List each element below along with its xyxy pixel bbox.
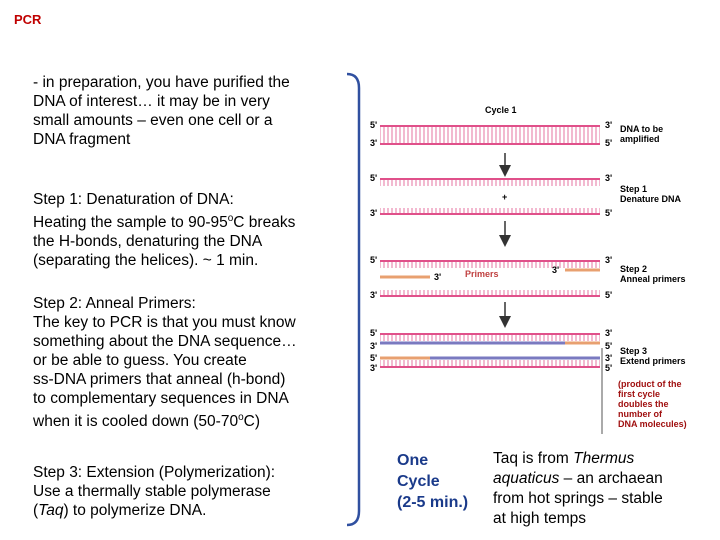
five-prime-label: 5' xyxy=(370,120,378,130)
three-prime-label: 3' xyxy=(552,265,560,275)
intro-paragraph xyxy=(33,73,348,149)
step2-heading: Step 2: Anneal Primers: xyxy=(33,295,196,312)
step2-line: The key to PCR is that you must know xyxy=(33,314,296,331)
five-prime-label: 5' xyxy=(370,353,378,363)
step1-paragraph xyxy=(33,190,348,270)
taq-line: from hot springs – stable xyxy=(493,490,663,507)
dna-double-strand xyxy=(380,126,600,144)
step3-heading: Step 3: Extension (Polymerization): xyxy=(33,464,276,481)
three-prime-label: 3' xyxy=(605,120,613,130)
five-prime-label: 5' xyxy=(605,208,613,218)
intro-line: DNA fragment xyxy=(33,131,131,148)
taq-line: at high temps xyxy=(493,510,587,527)
cycle-label: Cycle 1 xyxy=(485,105,517,115)
step1-line: Heating the sample to 90-95$^o$C breaks xyxy=(33,213,296,232)
primers-label: Primers xyxy=(465,269,499,279)
step1-heading: Step 1: Denaturation of DNA: xyxy=(33,191,234,208)
step2-line: to complementary sequences in DNA xyxy=(33,390,289,407)
plus-sign: + xyxy=(502,192,508,202)
product-note: (product of the first cycle doubles the number of DNA molecules) xyxy=(618,379,687,429)
step2-paragraph xyxy=(33,294,348,431)
step1-diagram-label: Step 1 Denature DNA xyxy=(620,184,682,204)
dna-label: DNA to be amplified xyxy=(620,124,664,144)
three-prime-label: 3' xyxy=(434,272,442,282)
step2-line: when it is cooled down (50-70$^o$C) xyxy=(33,412,260,431)
taq-note xyxy=(493,449,663,529)
intro-line: DNA of interest… it may be in very xyxy=(33,93,270,110)
five-prime-label: 5' xyxy=(605,290,613,300)
denatured-strands xyxy=(380,179,600,214)
five-prime-label: 5' xyxy=(605,138,613,148)
three-prime-label: 3' xyxy=(605,255,613,265)
taq-line: Taq is from Thermus xyxy=(493,450,635,467)
cycle-bracket xyxy=(345,72,371,527)
step2-line: ss-DNA primers that anneal (h-bond) xyxy=(33,371,286,388)
one-cycle-label: One Cycle (2-5 min.) xyxy=(397,452,469,511)
three-prime-label: 3' xyxy=(370,290,378,300)
three-prime-label: 3' xyxy=(370,208,378,218)
extended-primers xyxy=(380,334,600,367)
intro-line: small amounts – even one cell or a xyxy=(33,112,273,129)
step3-line: Use a thermally stable polymerase xyxy=(33,483,271,500)
three-prime-label: 3' xyxy=(605,328,613,338)
step1-line: (separating the helices). ~ 1 min. xyxy=(33,252,259,270)
step2-line: or be able to guess. You create xyxy=(33,352,247,369)
three-prime-label: 3' xyxy=(370,138,378,148)
taq-line: aquaticus – an archaean xyxy=(493,470,663,487)
three-prime-label: 3' xyxy=(605,173,613,183)
step2-diagram-label: Step 2 Anneal primers xyxy=(620,264,686,284)
three-prime-label: 3' xyxy=(370,363,378,373)
step3-paragraph xyxy=(33,463,348,520)
five-prime-label: 5' xyxy=(605,363,613,373)
three-prime-label: 3' xyxy=(605,353,613,363)
pcr-diagram xyxy=(370,96,720,446)
step3-line: (Taq) to polymerize DNA. xyxy=(33,502,207,519)
five-prime-label: 5' xyxy=(370,173,378,183)
step3-diagram-label: Step 3 Extend primers xyxy=(620,346,686,366)
intro-line: - in preparation, you have purified the xyxy=(33,74,290,91)
step1-line: the H-bonds, denaturing the DNA xyxy=(33,233,263,251)
five-prime-label: 5' xyxy=(370,255,378,265)
slide-title: PCR xyxy=(14,12,42,27)
three-prime-label: 3' xyxy=(370,341,378,351)
five-prime-label: 5' xyxy=(370,328,378,338)
five-prime-label: 5' xyxy=(605,341,613,351)
step2-line: something about the DNA sequence… xyxy=(33,333,297,350)
